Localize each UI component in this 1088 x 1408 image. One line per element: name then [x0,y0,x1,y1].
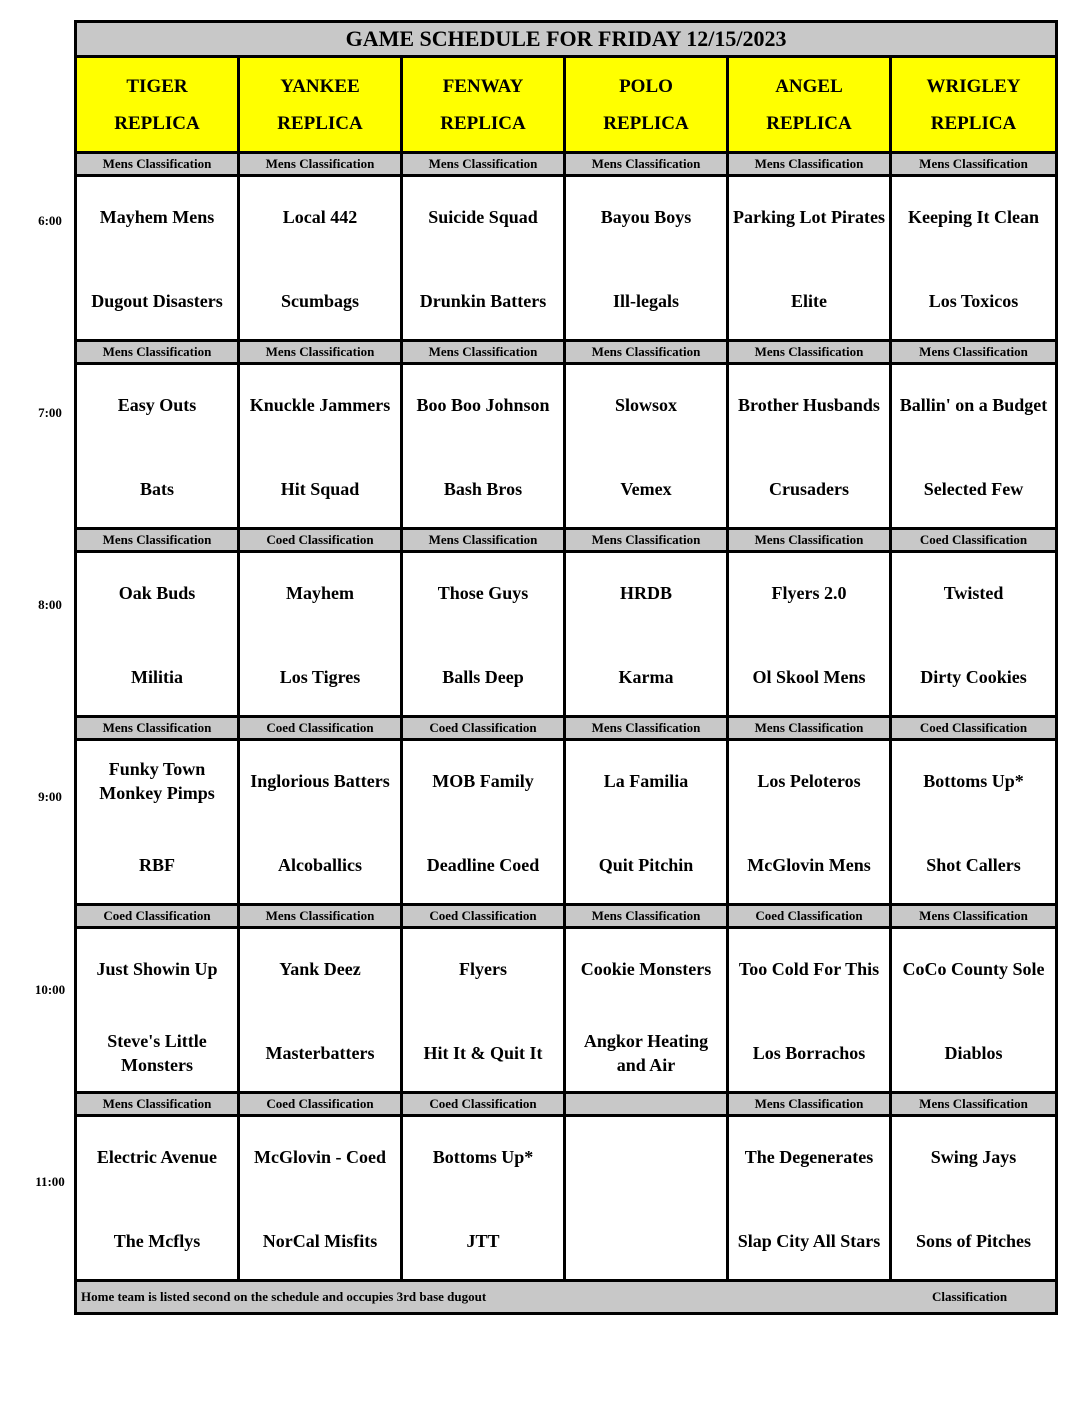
away-team: Easy Outs [117,395,197,415]
field-subtitle: REPLICA [603,112,689,134]
field-subtitle: REPLICA [930,112,1017,134]
field-name: YANKEE [280,75,360,97]
matchup [892,929,1055,1091]
game-cell [565,176,728,341]
classification-label: Mens Classification [402,529,565,552]
game-cell [891,928,1057,1093]
classification-label: Mens Classification [239,905,402,928]
field-header [728,57,891,153]
field-name: ANGEL [775,75,843,97]
away-team: Suicide Squad [428,207,538,227]
time-label: 6:00 [38,213,62,228]
matchup [892,365,1055,527]
game-cell [728,364,891,529]
page-title: GAME SCHEDULE FOR FRIDAY 12/15/2023 [76,22,1057,57]
game-cell [402,552,565,717]
home-team: The Mcflys [113,1231,201,1251]
classification-label: Mens Classification [76,529,239,552]
classification-label: Mens Classification [728,529,891,552]
matchup [403,1117,563,1279]
field-name: POLO [619,75,673,97]
game-cell [239,740,402,905]
home-team: Masterbatters [265,1043,375,1063]
classification-label: Mens Classification [565,341,728,364]
matchup [403,553,563,715]
home-team: Dirty Cookies [920,667,1027,687]
matchup [77,365,237,527]
footer-note: Home team is listed second on the schedule and occupies 3rd base dugout [81,1289,487,1304]
home-team: Hit Squad [280,479,360,499]
field-subtitle: REPLICA [277,112,363,134]
home-team: Shot Callers [926,855,1021,875]
away-team: Oak Buds [118,583,196,603]
home-team: Angkor Heating and Air [583,1031,709,1075]
away-team: Yank Deez [279,959,361,979]
matchup [729,1117,889,1279]
home-team: Crusaders [769,479,849,499]
field-header [565,57,728,153]
field-header [891,57,1057,153]
classification-label: Mens Classification [891,153,1057,176]
classification-label: Coed Classification [239,529,402,552]
away-team: Keeping It Clean [908,207,1040,227]
game-cell [565,928,728,1093]
away-team: Funky Town Monkey Pimps [99,759,215,803]
game-cell [891,176,1057,341]
matchup [240,741,400,903]
home-team: Slap City All Stars [737,1231,881,1251]
home-team: Vemex [620,479,672,499]
classification-label: Coed Classification [239,717,402,740]
away-team: Parking Lot Pirates [733,207,885,227]
field-header-row [76,57,1057,153]
game-cell [239,364,402,529]
game-cell [728,176,891,341]
matchup [240,177,400,339]
footer [76,1281,1057,1314]
matchup [403,177,563,339]
matchup [77,177,237,339]
game-row [76,928,1057,1093]
away-team: Bottoms Up* [923,771,1024,791]
home-team: Selected Few [923,479,1024,499]
away-team: Flyers 2.0 [771,583,847,603]
classification-label: Mens Classification [728,341,891,364]
field-name: TIGER [126,75,188,97]
matchup [729,365,889,527]
game-cell [402,740,565,905]
game-cell [891,1116,1057,1281]
classification-label: Mens Classification [565,529,728,552]
away-team: La Familia [603,771,689,791]
away-team: Just Showin Up [96,959,218,979]
classification-row [76,1093,1057,1116]
matchup [403,929,563,1091]
home-team: Los Borrachos [752,1043,866,1063]
classification-label: Coed Classification [239,1093,402,1116]
away-team: Mayhem [286,583,354,603]
home-team: RBF [139,855,175,875]
classification-label: Mens Classification [565,717,728,740]
classification-label: Coed Classification [402,1093,565,1116]
home-team: Balls Deep [442,667,524,687]
home-team: NorCal Misfits [262,1231,378,1251]
home-team: Los Tigres [279,667,361,687]
classification-label: Mens Classification [76,717,239,740]
away-team: MOB Family [432,771,534,791]
game-row [76,176,1057,341]
game-row [76,364,1057,529]
matchup [77,553,237,715]
away-team: Those Guys [437,583,529,603]
home-team: McGlovin Mens [747,855,871,875]
matchup [566,553,726,715]
home-team: Los Toxicos [928,291,1019,311]
matchup [729,929,889,1091]
home-team: Karma [618,667,674,687]
game-cell [565,364,728,529]
classification-label: Mens Classification [728,1093,891,1116]
away-team: Bottoms Up* [432,1147,534,1167]
classification-label: Mens Classification [76,153,239,176]
time-label: 7:00 [38,405,62,420]
classification-label: Coed Classification [891,717,1057,740]
matchup [892,741,1055,903]
away-team: Boo Boo Johnson [416,395,550,415]
away-team: Los Peloteros [757,771,861,791]
away-team: Inglorious Batters [250,771,390,791]
classification-label: Coed Classification [728,905,891,928]
game-cell [76,176,239,341]
matchup [403,365,563,527]
home-team: Militia [131,667,183,687]
classification-row [76,717,1057,740]
field-header [402,57,565,153]
home-team: Quit Pitchin [598,855,694,875]
matchup [240,1117,400,1279]
matchup [566,365,726,527]
matchup [77,929,237,1091]
classification-label: Mens Classification [239,153,402,176]
matchup [240,929,400,1091]
home-team: Alcoballics [278,855,362,875]
schedule-table [74,20,1058,1315]
classification-label: Coed Classification [891,529,1057,552]
game-cell [565,740,728,905]
game-cell [402,928,565,1093]
time-label: 11:00 [35,1174,65,1189]
matchup [566,1117,726,1279]
away-team: The Degenerates [744,1147,874,1167]
home-team: Dugout Disasters [91,291,223,311]
classification-label [565,1093,728,1116]
game-cell [728,552,891,717]
classification-label: Mens Classification [565,153,728,176]
game-cell [76,928,239,1093]
home-team: Steve's Little Monsters [107,1031,207,1075]
away-team: Knuckle Jammers [249,395,391,415]
game-row [76,1116,1057,1281]
game-cell [891,740,1057,905]
matchup [240,553,400,715]
away-team: Too Cold For This [738,959,880,979]
matchup [77,1117,237,1279]
away-team: Brother Husbands [738,395,880,415]
game-cell [565,1116,728,1281]
classification-label: Mens Classification [239,341,402,364]
classification-label: Coed Classification [402,717,565,740]
field-name: FENWAY [442,75,524,97]
classification-label: Mens Classification [76,341,239,364]
game-cell [565,552,728,717]
home-team: Bats [139,479,174,499]
game-cell [728,928,891,1093]
game-row [76,552,1057,717]
field-header [239,57,402,153]
home-team: JTT [466,1231,500,1251]
game-cell [728,1116,891,1281]
away-team: Ballin' on a Budget [899,395,1048,415]
away-team: Flyers [459,959,507,979]
classification-label: Mens Classification [728,153,891,176]
game-cell [76,552,239,717]
footer-row [76,1281,1057,1314]
classification-label: Mens Classification [402,341,565,364]
classification-label: Mens Classification [728,717,891,740]
title-row [76,22,1057,57]
game-cell [239,1116,402,1281]
field-header [76,57,239,153]
away-team: Electric Avenue [96,1147,218,1167]
home-team: Ill-legals [613,291,679,311]
game-cell [76,1116,239,1281]
matchup [892,553,1055,715]
classification-label: Coed Classification [76,905,239,928]
time-label: 10:00 [34,982,66,997]
game-cell [239,552,402,717]
matchup [892,177,1055,339]
home-team: Scumbags [280,291,360,311]
classification-label: Mens Classification [891,341,1057,364]
classification-label: Coed Classification [402,905,565,928]
matchup [566,929,726,1091]
home-team: Deadline Coed [426,855,540,875]
field-subtitle: REPLICA [114,112,200,134]
away-team: McGlovin - Coed [254,1147,386,1167]
matchup [566,177,726,339]
away-team: Local 442 [282,207,358,227]
away-team: Swing Jays [930,1147,1017,1167]
game-cell [76,740,239,905]
home-team: Sons of Pitches [916,1231,1032,1251]
away-team: Mayhem Mens [99,207,215,227]
game-cell [239,928,402,1093]
matchup [403,741,563,903]
classification-row [76,905,1057,928]
away-team: Twisted [943,583,1004,603]
matchup [240,365,400,527]
field-subtitle: REPLICA [440,112,526,134]
away-team: Slowsox [614,395,677,415]
away-team: HRDB [619,583,672,603]
game-cell [76,364,239,529]
classification-label: Mens Classification [76,1093,239,1116]
home-team: Ol Skool Mens [752,667,866,687]
home-team: Elite [791,291,827,311]
time-column [0,0,74,1408]
classification-row [76,153,1057,176]
field-subtitle: REPLICA [766,112,852,134]
away-team: CoCo County Sole [902,959,1045,979]
footer-legend: Classification [932,1289,1008,1304]
classification-label: Mens Classification [565,905,728,928]
classification-row [76,529,1057,552]
matchup [729,741,889,903]
classification-row [76,341,1057,364]
home-team: Diablos [944,1043,1003,1063]
game-cell [402,1116,565,1281]
classification-label: Mens Classification [891,1093,1057,1116]
game-row [76,740,1057,905]
time-label: 9:00 [38,789,62,804]
matchup [729,553,889,715]
away-team: Bayou Boys [600,207,692,227]
game-cell [402,176,565,341]
matchup [77,741,237,903]
game-cell [402,364,565,529]
game-cell [891,552,1057,717]
game-cell [891,364,1057,529]
game-cell [728,740,891,905]
classification-label: Mens Classification [891,905,1057,928]
matchup [566,741,726,903]
home-team: Bash Bros [443,479,523,499]
home-team: Drunkin Batters [419,291,547,311]
classification-label: Mens Classification [402,153,565,176]
game-cell [239,176,402,341]
away-team: Cookie Monsters [580,959,712,979]
matchup [729,177,889,339]
matchup [892,1117,1055,1279]
time-label: 8:00 [38,597,62,612]
home-team: Hit It & Quit It [423,1043,543,1063]
field-name: WRIGLEY [926,75,1021,97]
